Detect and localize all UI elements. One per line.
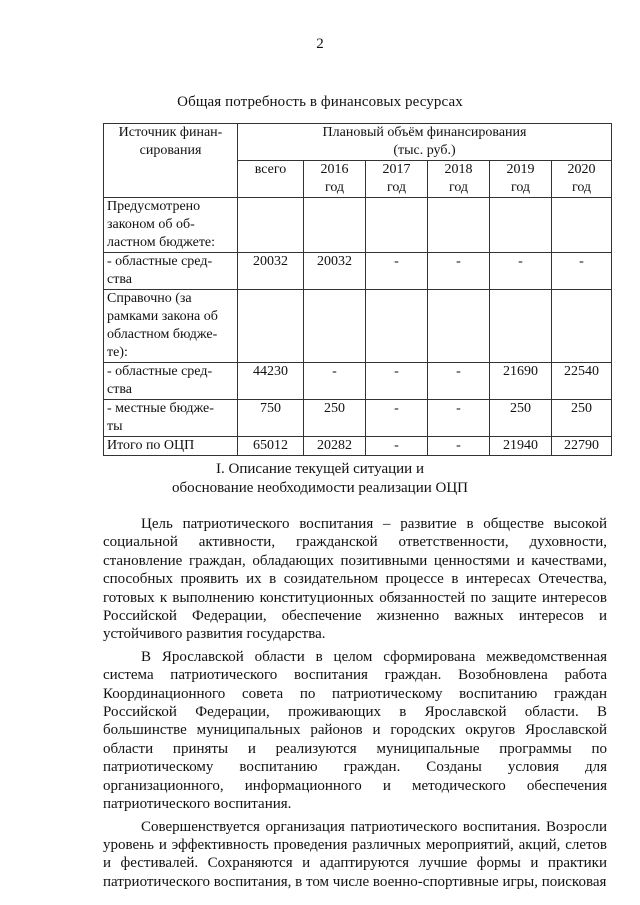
table-cell: - <box>304 363 366 400</box>
column-header-5: 2020 год <box>552 161 612 198</box>
table-cell: 20032 <box>238 253 304 290</box>
body-paragraph: В Ярославской области в целом сформирована межведомственная система патриотического воспитания граждан. Возобновлена работа Координационного совета по патриотическому воспитанию граждан Российской Федерации, проживающих в Ярославской области. В большинстве муниципальных районов и городских округов Ярославской области приняты и реализуются муниципальные программы по патриотическому воспитанию граждан. Созданы условия для организационного, информационного и методического обеспечения патриотического воспитания. <box>103 648 607 813</box>
table-cell <box>490 198 552 253</box>
table-cell <box>552 290 612 363</box>
row-label: - местные бюдже- ты <box>104 400 238 437</box>
table-header-row <box>104 124 612 161</box>
financing-table <box>103 123 612 456</box>
table-cell <box>238 198 304 253</box>
table-cell: - <box>428 437 490 456</box>
table-cell: 20282 <box>304 437 366 456</box>
table-row <box>104 363 612 400</box>
table-cell <box>428 198 490 253</box>
column-header-4: 2019 год <box>490 161 552 198</box>
row-label: Предусмотрено законом об об- ластном бюджете: <box>104 198 238 253</box>
table-cell: - <box>428 253 490 290</box>
table-cell <box>238 290 304 363</box>
table-cell: 21690 <box>490 363 552 400</box>
table-cell: 250 <box>304 400 366 437</box>
column-header-0: всего <box>238 161 304 198</box>
column-header-1: 2016 год <box>304 161 366 198</box>
table-cell: 250 <box>490 400 552 437</box>
table-cell: - <box>552 253 612 290</box>
table-cell: - <box>366 400 428 437</box>
header-volume: Плановый объём финансирования (тыс. руб.) <box>238 124 612 161</box>
table-cell: 22790 <box>552 437 612 456</box>
table-title: Общая потребность в финансовых ресурсах <box>177 94 463 110</box>
table-cell: 20032 <box>304 253 366 290</box>
table-cell: - <box>428 363 490 400</box>
row-label: - областные сред- ства <box>104 253 238 290</box>
table-row <box>104 437 612 456</box>
body-paragraph: Цель патриотического воспитания – развитие в обществе высокой социальной активности, гражданской ответственности, духовности, становление граждан, обладающих позитивными ценностями и качествами, способных проявить их в созидательном процессе в интересах Отечества, готовых к выполнению конституционных обязанностей по защите интересов Российской Федерации, обеспечение жизненно важных интересов и устойчивого развития государства. <box>103 516 607 643</box>
section-heading-line1: I. Описание текущей ситуации и <box>216 461 424 477</box>
table-cell: 750 <box>238 400 304 437</box>
table-row <box>104 253 612 290</box>
table-cell: 65012 <box>238 437 304 456</box>
table-cell: 21940 <box>490 437 552 456</box>
row-label: - областные сред- ства <box>104 363 238 400</box>
table-cell: - <box>366 363 428 400</box>
row-label: Справочно (за рамками закона об областном бюдже- те): <box>104 290 238 363</box>
table-cell <box>366 290 428 363</box>
table-cell: 44230 <box>238 363 304 400</box>
table-cell: 250 <box>552 400 612 437</box>
table-cell: - <box>490 253 552 290</box>
table-cell: - <box>366 253 428 290</box>
header-source: Источник финан- сирования <box>104 124 238 198</box>
table-cell <box>304 290 366 363</box>
table-cell: - <box>428 400 490 437</box>
table-cell <box>552 198 612 253</box>
section-heading-line2: обоснование необходимости реализации ОЦП <box>171 480 468 496</box>
table-cell <box>366 198 428 253</box>
column-header-2: 2017 год <box>366 161 428 198</box>
table-row <box>104 400 612 437</box>
table-cell <box>428 290 490 363</box>
table-cell <box>304 198 366 253</box>
page-number: 2 <box>316 36 324 52</box>
table-body <box>104 198 612 456</box>
body-paragraph: Совершенствуется организация патриотического воспитания. Возросли уровень и эффективность проведения различных мероприятий, акций, слетов и фестивалей. Сохраняются и адаптируются лучшие формы и практики патриотического воспитания, в том числе военно-спортивные игры, поисковая <box>103 818 607 890</box>
table-cell: 22540 <box>552 363 612 400</box>
row-label: Итого по ОЦП <box>104 437 238 456</box>
table-cell <box>490 290 552 363</box>
table-cell: - <box>366 437 428 456</box>
column-header-3: 2018 год <box>428 161 490 198</box>
section-heading <box>0 460 640 498</box>
table-row <box>104 290 612 363</box>
table-row <box>104 198 612 253</box>
section-body <box>103 515 607 895</box>
